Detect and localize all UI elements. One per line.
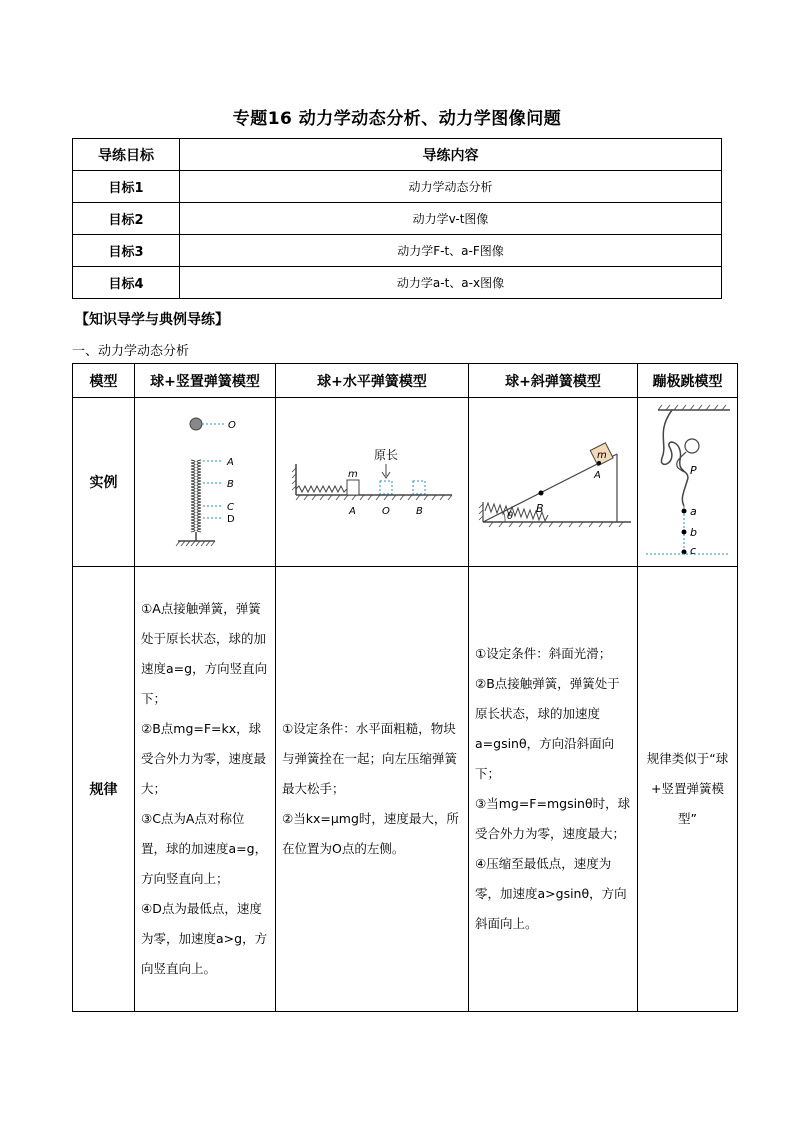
label-a: a bbox=[690, 505, 697, 518]
rule-item: ②B点mg=F=kx，球受合外力为零，速度最大； bbox=[141, 721, 267, 796]
model-table-header bbox=[73, 364, 738, 398]
header-horizontal-spring: 球+水平弹簧模型 bbox=[276, 364, 469, 398]
header-vertical-spring: 球+竖置弹簧模型 bbox=[135, 364, 276, 398]
table-row bbox=[73, 171, 722, 203]
rule-row bbox=[73, 567, 738, 1012]
goal-cell: 目标4 bbox=[73, 267, 180, 299]
bungee-diagram bbox=[638, 398, 738, 567]
rule-item: ③当mg=F=mgsinθ时，球受合外力为零，速度最大； bbox=[475, 796, 631, 841]
angle-label: θ bbox=[507, 511, 514, 522]
mass-label: m bbox=[348, 469, 358, 480]
vertical-spring-rules bbox=[135, 567, 276, 1012]
horizontal-spring-diagram bbox=[276, 398, 469, 567]
rule-row-label: 规律 bbox=[73, 567, 135, 1012]
label-O: O bbox=[382, 506, 390, 517]
label-C: C bbox=[227, 502, 234, 513]
rule-item: ④D点为最低点，速度为零，加速度a>g，方向竖直向上。 bbox=[141, 901, 268, 976]
header-model: 模型 bbox=[73, 364, 135, 398]
label-B: B bbox=[227, 479, 234, 490]
natural-length-label: 原长 bbox=[374, 448, 399, 462]
goal-table-header bbox=[73, 139, 722, 171]
goal-content-cell: 动力学v-t图像 bbox=[180, 203, 722, 235]
horizontal-spring-rules bbox=[276, 567, 469, 1012]
label-c: c bbox=[690, 544, 697, 557]
goal-content-cell: 动力学a-t、a-x图像 bbox=[180, 267, 722, 299]
goal-cell: 目标1 bbox=[73, 171, 180, 203]
goal-content-cell: 动力学动态分析 bbox=[180, 171, 722, 203]
label-A: A bbox=[349, 506, 356, 517]
label-D: D bbox=[227, 514, 235, 525]
goal-cell: 目标3 bbox=[73, 235, 180, 267]
table-row bbox=[73, 235, 722, 267]
label-O: O bbox=[228, 420, 236, 431]
incline-spring-diagram bbox=[469, 398, 638, 567]
label-B: B bbox=[536, 502, 544, 515]
rule-item: ②B点接触弹簧，弹簧处于原长状态，球的加速度a=gsinθ，方向沿斜面向下； bbox=[475, 676, 620, 781]
label-B: B bbox=[416, 506, 423, 517]
rule-item: ④压缩至最低点，速度为零，加速度a>gsinθ，方向斜面向上。 bbox=[475, 856, 627, 931]
mass-label: m bbox=[597, 450, 607, 461]
bungee-rules bbox=[638, 567, 738, 1012]
example-row-label: 实例 bbox=[73, 398, 135, 567]
goal-header-col1: 导练目标 bbox=[73, 139, 180, 171]
page-title: 专题16 动力学动态分析、动力学图像问题 bbox=[232, 109, 562, 129]
label-P: P bbox=[690, 464, 697, 477]
label-A: A bbox=[594, 470, 601, 481]
model-table bbox=[72, 363, 738, 1012]
goal-header-col2: 导练内容 bbox=[180, 139, 722, 171]
header-bungee: 蹦极跳模型 bbox=[638, 364, 738, 398]
rule-item: ①A点接触弹簧，弹簧处于原长状态，球的加速度a=g，方向竖直向下； bbox=[141, 601, 268, 706]
table-row bbox=[73, 203, 722, 235]
label-A: A bbox=[227, 457, 234, 468]
section-heading: 【知识导学与典例导练】 bbox=[75, 312, 229, 328]
vertical-spring-diagram bbox=[135, 398, 276, 567]
header-incline-spring: 球+斜弹簧模型 bbox=[469, 364, 638, 398]
label-b: b bbox=[690, 526, 697, 539]
example-row bbox=[73, 398, 738, 567]
subsection-heading: 一、动力学动态分析 bbox=[72, 344, 190, 359]
goal-content-cell: 动力学F-t、a-F图像 bbox=[180, 235, 722, 267]
table-row bbox=[73, 267, 722, 299]
rule-item: 规律类似于“球+竖置弹簧模型” bbox=[646, 751, 729, 826]
rule-item: ③C点为A点对称位置，球的加速度a=g，方向竖直向上； bbox=[141, 811, 268, 886]
goal-table bbox=[72, 138, 722, 299]
rule-item: ②当kx=μmg时，速度最大，所在位置为O点的左侧。 bbox=[282, 811, 459, 856]
rule-item: ①设定条件：斜面光滑； bbox=[475, 646, 612, 661]
rule-item: ①设定条件：水平面粗糙，物块与弹簧拴在一起；向左压缩弹簧最大松手； bbox=[282, 721, 458, 796]
incline-spring-rules bbox=[469, 567, 638, 1012]
goal-cell: 目标2 bbox=[73, 203, 180, 235]
